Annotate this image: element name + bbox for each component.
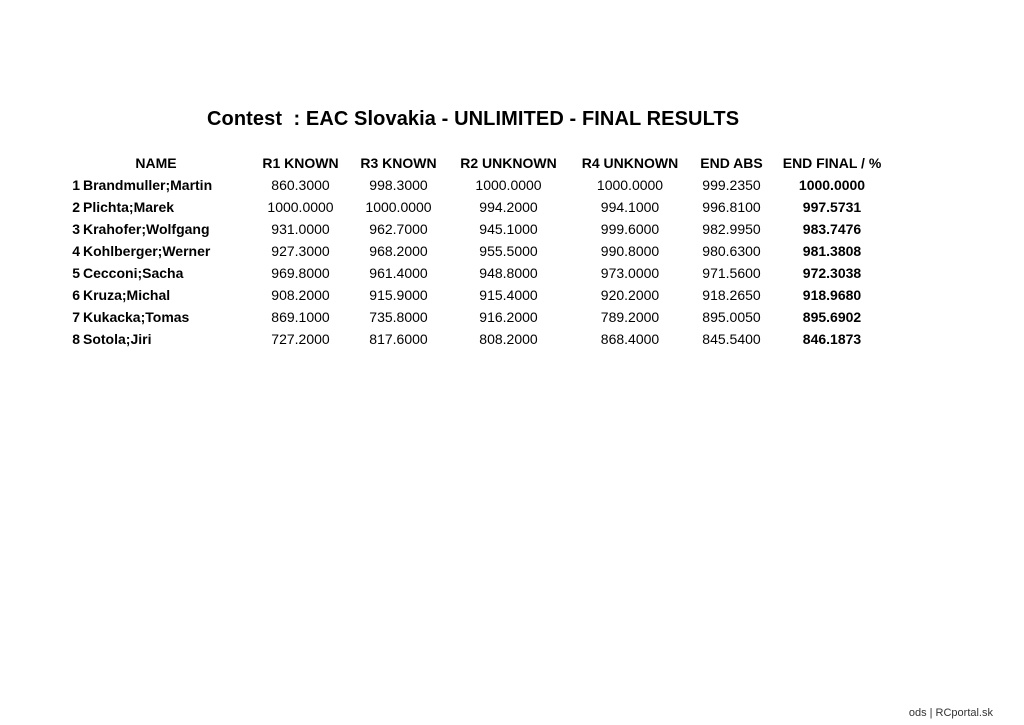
r2-unknown-cell: 945.1000	[479, 221, 538, 237]
table-row	[62, 174, 890, 196]
r1-known-cell: 927.3000	[271, 243, 330, 259]
table-row	[62, 218, 890, 240]
r4-unknown-cell: 1000.0000	[596, 177, 664, 193]
column-header-end-abs: END ABS	[700, 155, 763, 171]
r2-unknown-cell: 955.5000	[479, 243, 538, 259]
name-cell: Kukacka;Tomas	[83, 309, 190, 325]
r1-known-cell: 727.2000	[271, 331, 330, 347]
r3-known-cell: 1000.0000	[365, 199, 432, 215]
end-abs-cell: 895.0050	[702, 309, 761, 325]
r3-known-cell: 998.3000	[369, 177, 428, 193]
column-header-end-final: END FINAL / %	[782, 155, 882, 171]
name-cell: Plichta;Marek	[83, 199, 175, 215]
column-header-name: NAME	[135, 155, 177, 171]
column-header-r1-known: R1 KNOWN	[262, 155, 339, 171]
end-abs-cell: 982.9950	[702, 221, 761, 237]
r2-unknown-cell: 1000.0000	[475, 177, 542, 193]
end-final-cell: 895.6902	[802, 309, 862, 325]
column-header-r3-known: R3 KNOWN	[360, 155, 437, 171]
column-header-r2-unknown: R2 UNKNOWN	[460, 155, 557, 171]
r4-unknown-cell: 990.8000	[600, 243, 660, 259]
end-final-cell: 1000.0000	[798, 177, 866, 193]
r2-unknown-cell: 915.4000	[479, 287, 538, 303]
r1-known-cell: 869.1000	[271, 309, 330, 325]
r1-known-cell: 908.2000	[271, 287, 330, 303]
table-row	[62, 240, 890, 262]
table-row	[62, 262, 890, 284]
table-row	[62, 284, 890, 306]
rank-cell: 5	[72, 265, 80, 281]
r4-unknown-cell: 999.6000	[600, 221, 660, 237]
name-cell: Krahofer;Wolfgang	[83, 221, 210, 237]
r3-known-cell: 968.2000	[369, 243, 428, 259]
name-cell: Brandmuller;Martin	[83, 177, 213, 193]
r2-unknown-cell: 808.2000	[479, 331, 538, 347]
end-abs-cell: 845.5400	[702, 331, 761, 347]
r4-unknown-cell: 920.2000	[600, 287, 660, 303]
r4-unknown-cell: 868.4000	[600, 331, 660, 347]
r2-unknown-cell: 994.2000	[479, 199, 538, 215]
document-title: Contest : EAC Slovakia - UNLIMITED - FINAL RESULTS	[207, 108, 740, 130]
end-final-cell: 972.3038	[802, 265, 862, 281]
r1-known-cell: 860.3000	[271, 177, 330, 193]
rank-cell: 2	[72, 199, 80, 215]
r4-unknown-cell: 789.2000	[600, 309, 660, 325]
r2-unknown-cell: 916.2000	[479, 309, 538, 325]
name-cell: Cecconi;Sacha	[83, 265, 184, 281]
end-final-cell: 846.1873	[802, 331, 862, 347]
rank-cell: 1	[72, 177, 80, 193]
end-final-cell: 981.3808	[802, 243, 862, 259]
column-header-r4-unknown: R4 UNKNOWN	[581, 155, 679, 171]
end-abs-cell: 918.2650	[702, 287, 761, 303]
end-abs-cell: 996.8100	[702, 199, 761, 215]
r3-known-cell: 915.9000	[369, 287, 428, 303]
name-cell: Kohlberger;Werner	[83, 243, 211, 259]
r3-known-cell: 735.8000	[369, 309, 428, 325]
rank-cell: 8	[72, 331, 80, 347]
table-row	[62, 328, 890, 350]
results-table	[62, 152, 890, 350]
end-abs-cell: 971.5600	[702, 265, 761, 281]
r3-known-cell: 961.4000	[369, 265, 428, 281]
rank-cell: 6	[72, 287, 80, 303]
rank-cell: 3	[72, 221, 80, 237]
r1-known-cell: 931.0000	[271, 221, 330, 237]
r3-known-cell: 962.7000	[369, 221, 428, 237]
end-abs-cell: 999.2350	[702, 177, 761, 193]
table-row	[62, 306, 890, 328]
end-final-cell: 918.9680	[802, 287, 862, 303]
end-abs-cell: 980.6300	[702, 243, 761, 259]
rank-cell: 4	[72, 243, 80, 259]
table-header-row	[62, 152, 890, 174]
r3-known-cell: 817.6000	[369, 331, 428, 347]
name-cell: Kruza;Michal	[83, 287, 171, 303]
r2-unknown-cell: 948.8000	[479, 265, 538, 281]
r4-unknown-cell: 994.1000	[600, 199, 660, 215]
end-final-cell: 997.5731	[802, 199, 862, 215]
r4-unknown-cell: 973.0000	[600, 265, 660, 281]
r1-known-cell: 969.8000	[271, 265, 330, 281]
end-final-cell: 983.7476	[802, 221, 862, 237]
rank-cell: 7	[72, 309, 80, 325]
r1-known-cell: 1000.0000	[267, 199, 334, 215]
watermark-text: ods | RCportal.sk	[908, 707, 993, 719]
name-cell: Sotola;Jiri	[83, 331, 152, 347]
table-row	[62, 196, 890, 218]
